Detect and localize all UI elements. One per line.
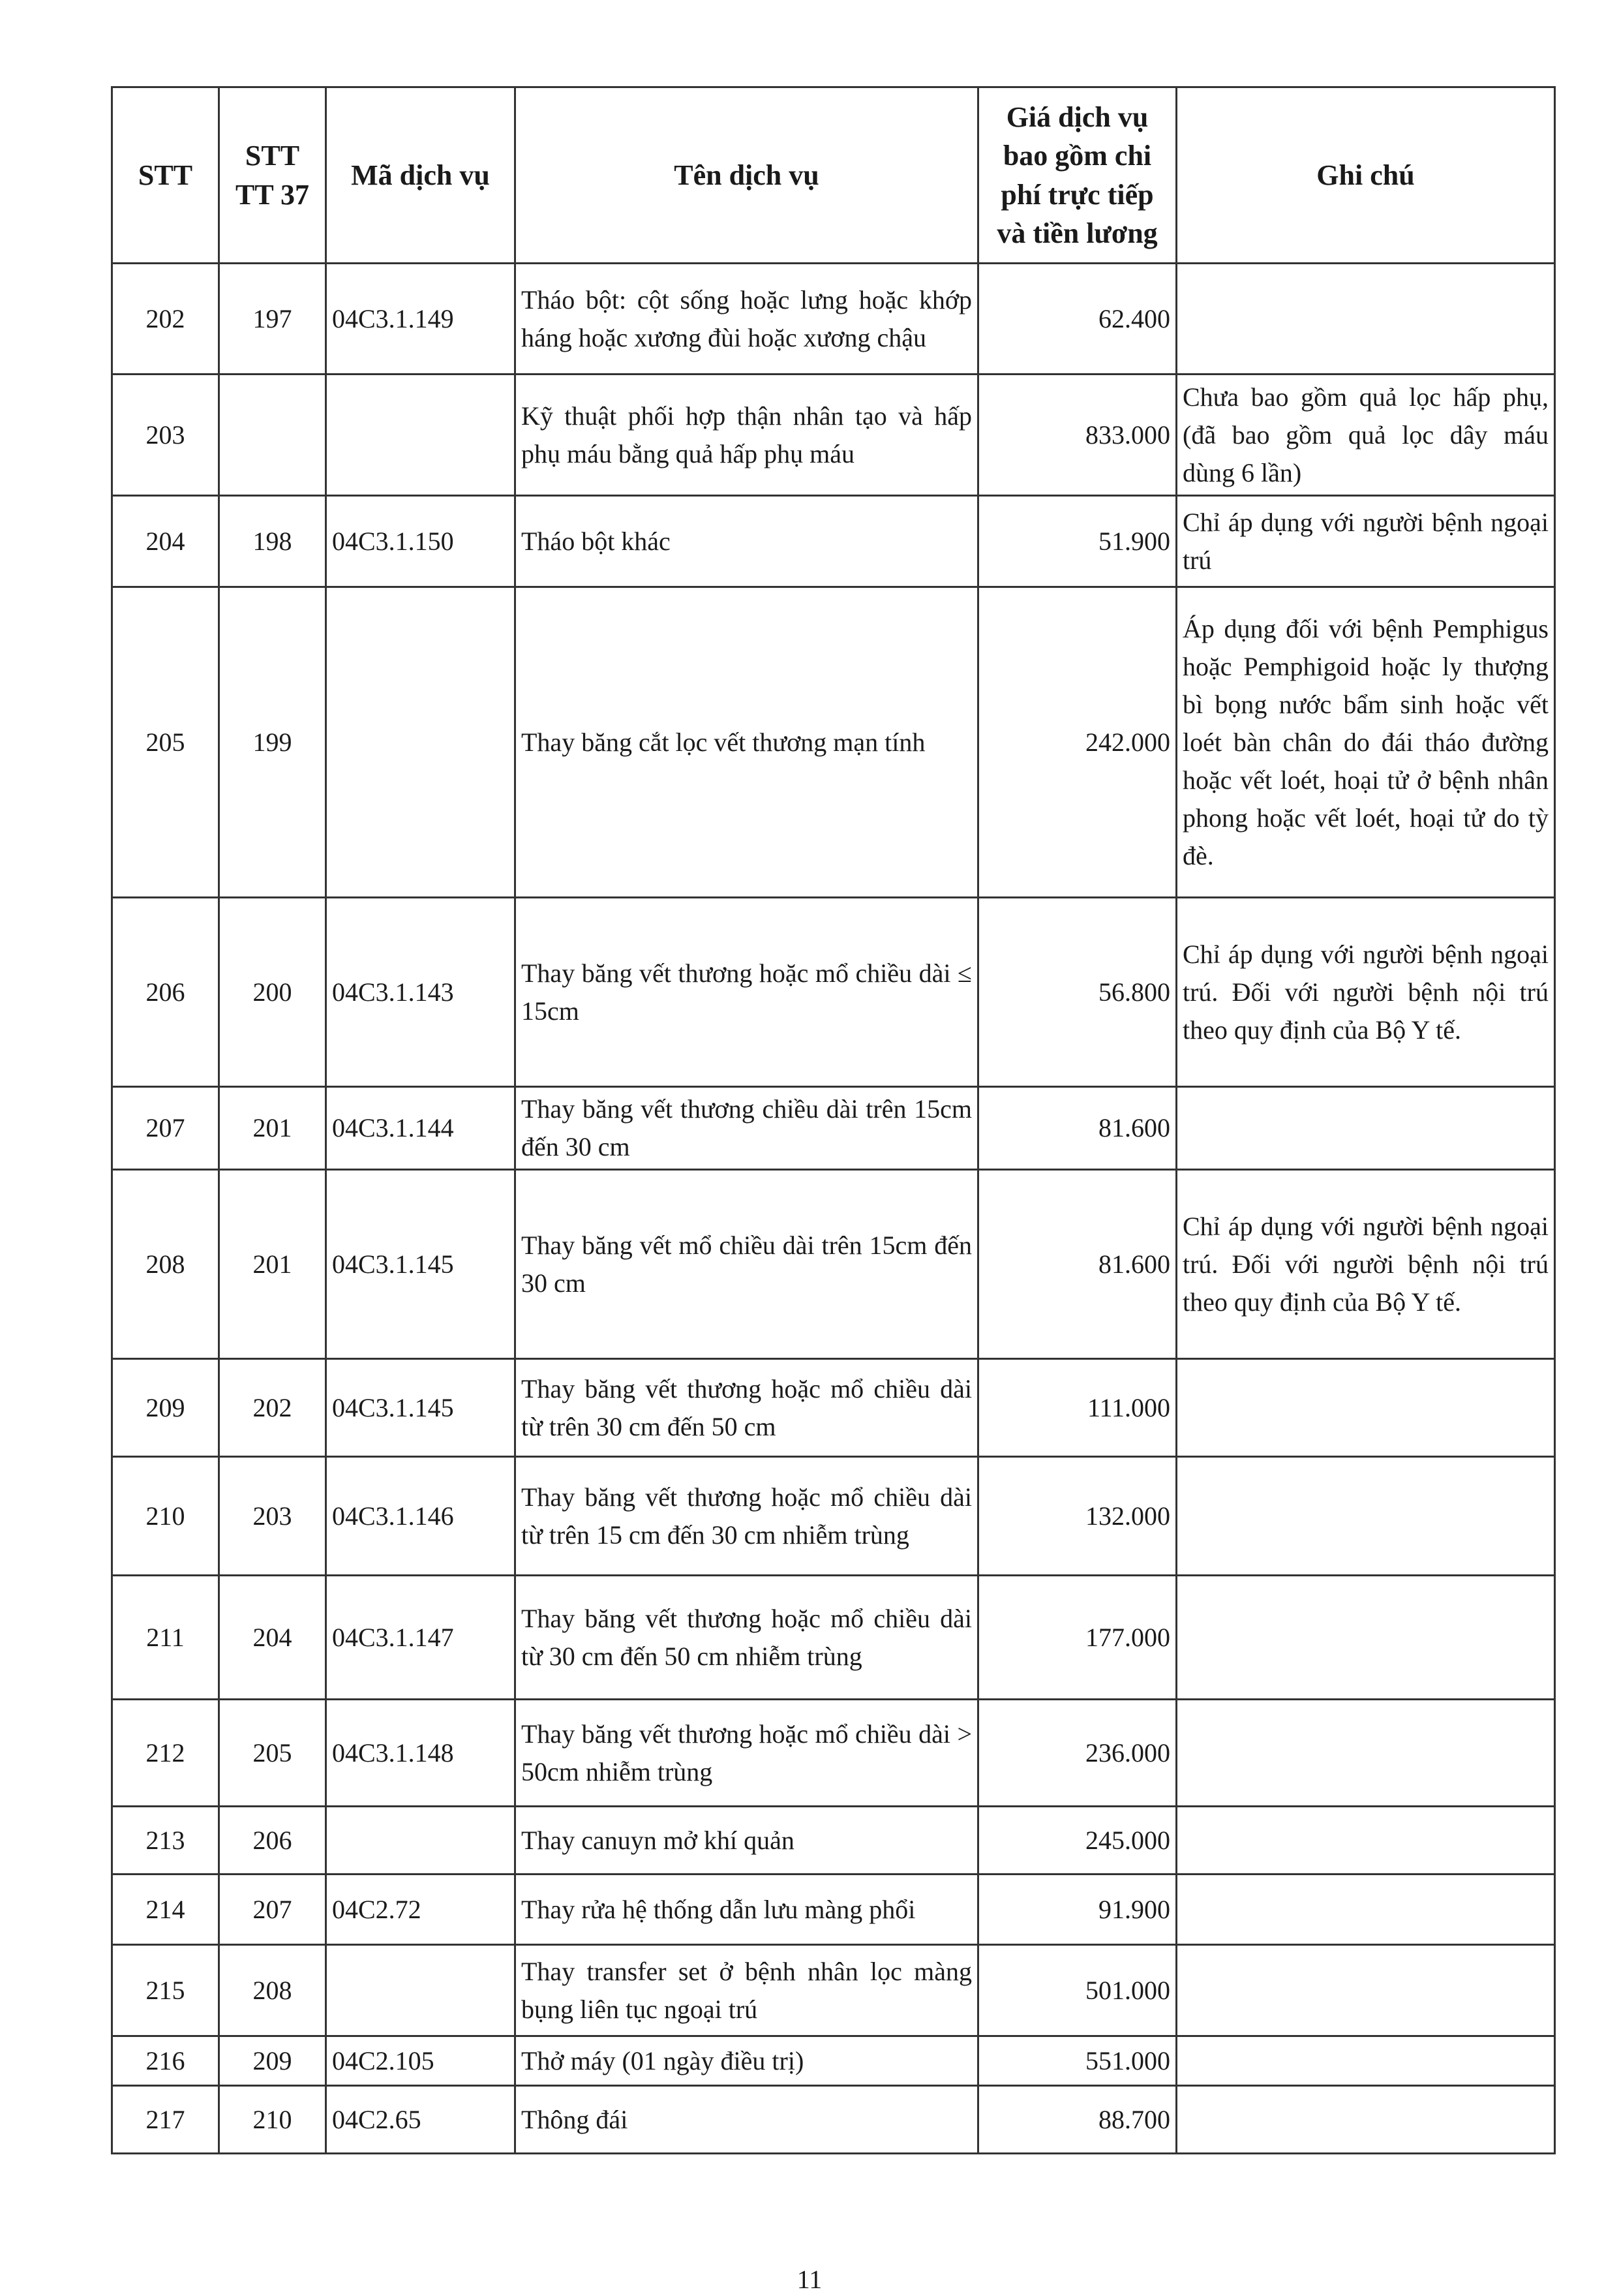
price-table bbox=[111, 86, 1556, 2154]
cell-ghi-chu bbox=[1177, 1087, 1555, 1170]
table-row bbox=[112, 1576, 1555, 1700]
cell-stt: 214 bbox=[112, 1875, 219, 1945]
cell-ten: Thay băng vết thương hoặc mổ chiều dài từ trên 15 cm đến 30 cm nhiễm trùng bbox=[515, 1457, 978, 1576]
cell-stt-tt37: 197 bbox=[219, 264, 326, 375]
table-header-row bbox=[112, 87, 1555, 264]
cell-gia: 88.700 bbox=[978, 2086, 1177, 2154]
header-stt-tt37: STT TT 37 bbox=[219, 87, 326, 264]
table-row bbox=[112, 898, 1555, 1087]
cell-stt: 204 bbox=[112, 496, 219, 587]
cell-gia: 551.000 bbox=[978, 2036, 1177, 2086]
cell-stt: 215 bbox=[112, 1945, 219, 2036]
cell-gia: 56.800 bbox=[978, 898, 1177, 1087]
cell-ma: 04C3.1.145 bbox=[326, 1170, 515, 1359]
table-row bbox=[112, 1700, 1555, 1807]
cell-stt-tt37: 202 bbox=[219, 1359, 326, 1457]
cell-ghi-chu bbox=[1177, 1875, 1555, 1945]
cell-ma bbox=[326, 587, 515, 898]
cell-gia: 91.900 bbox=[978, 1875, 1177, 1945]
header-ghi-chu: Ghi chú bbox=[1177, 87, 1555, 264]
cell-ma: 04C2.105 bbox=[326, 2036, 515, 2086]
table-row bbox=[112, 496, 1555, 587]
cell-stt-tt37: 207 bbox=[219, 1875, 326, 1945]
cell-stt-tt37: 206 bbox=[219, 1807, 326, 1875]
table-row bbox=[112, 375, 1555, 496]
cell-ten: Thay băng vết thương hoặc mổ chiều dài từ 30 cm đến 50 cm nhiễm trùng bbox=[515, 1576, 978, 1700]
page-number: 11 bbox=[796, 2265, 823, 2294]
cell-ten: Tháo bột: cột sống hoặc lưng hoặc khớp háng hoặc xương đùi hoặc xương chậu bbox=[515, 264, 978, 375]
cell-gia: 501.000 bbox=[978, 1945, 1177, 2036]
cell-ten: Tháo bột khác bbox=[515, 496, 978, 587]
cell-ma: 04C3.1.150 bbox=[326, 496, 515, 587]
table-row bbox=[112, 1807, 1555, 1875]
cell-stt: 216 bbox=[112, 2036, 219, 2086]
cell-gia: 81.600 bbox=[978, 1170, 1177, 1359]
cell-stt: 217 bbox=[112, 2086, 219, 2154]
cell-ten: Thông đái bbox=[515, 2086, 978, 2154]
cell-ma: 04C2.72 bbox=[326, 1875, 515, 1945]
table-row bbox=[112, 1875, 1555, 1945]
cell-stt-tt37: 204 bbox=[219, 1576, 326, 1700]
header-gia: Giá dịch vụ bao gồm chi phí trực tiếp và tiền lương bbox=[978, 87, 1177, 264]
cell-ghi-chu bbox=[1177, 1576, 1555, 1700]
cell-ghi-chu bbox=[1177, 1700, 1555, 1807]
cell-ten: Kỹ thuật phối hợp thận nhân tạo và hấp phụ máu bằng quả hấp phụ máu bbox=[515, 375, 978, 496]
table-row bbox=[112, 1087, 1555, 1170]
cell-ma bbox=[326, 375, 515, 496]
cell-ten: Thay băng vết mổ chiều dài trên 15cm đến 30 cm bbox=[515, 1170, 978, 1359]
header-ten-dich-vu: Tên dịch vụ bbox=[515, 87, 978, 264]
cell-stt-tt37: 200 bbox=[219, 898, 326, 1087]
cell-ghi-chu: Chỉ áp dụng với người bệnh ngoại trú. Đối với người bệnh nội trú theo quy định của Bộ Y tế. bbox=[1177, 1170, 1555, 1359]
cell-ghi-chu: Chỉ áp dụng với người bệnh ngoại trú bbox=[1177, 496, 1555, 587]
cell-stt-tt37: 203 bbox=[219, 1457, 326, 1576]
cell-ten: Thở máy (01 ngày điều trị) bbox=[515, 2036, 978, 2086]
table-row bbox=[112, 2036, 1555, 2086]
cell-stt-tt37 bbox=[219, 375, 326, 496]
cell-ghi-chu: Chưa bao gồm quả lọc hấp phụ, (đã bao gồm quả lọc dây máu dùng 6 lần) bbox=[1177, 375, 1555, 496]
cell-stt: 207 bbox=[112, 1087, 219, 1170]
cell-ghi-chu bbox=[1177, 1807, 1555, 1875]
cell-stt-tt37: 210 bbox=[219, 2086, 326, 2154]
table-row bbox=[112, 587, 1555, 898]
cell-stt: 202 bbox=[112, 264, 219, 375]
cell-ten: Thay transfer set ở bệnh nhân lọc màng bụng liên tục ngoại trú bbox=[515, 1945, 978, 2036]
cell-gia: 111.000 bbox=[978, 1359, 1177, 1457]
table-row bbox=[112, 2086, 1555, 2154]
cell-ma: 04C2.65 bbox=[326, 2086, 515, 2154]
cell-ghi-chu bbox=[1177, 2086, 1555, 2154]
cell-ten: Thay băng vết thương hoặc mổ chiều dài > 50cm nhiễm trùng bbox=[515, 1700, 978, 1807]
cell-stt-tt37: 208 bbox=[219, 1945, 326, 2036]
cell-ma: 04C3.1.143 bbox=[326, 898, 515, 1087]
table-row bbox=[112, 264, 1555, 375]
cell-gia: 51.900 bbox=[978, 496, 1177, 587]
cell-stt: 206 bbox=[112, 898, 219, 1087]
cell-stt: 209 bbox=[112, 1359, 219, 1457]
header-ma-dich-vu: Mã dịch vụ bbox=[326, 87, 515, 264]
cell-stt: 212 bbox=[112, 1700, 219, 1807]
cell-ma: 04C3.1.147 bbox=[326, 1576, 515, 1700]
cell-ghi-chu bbox=[1177, 264, 1555, 375]
header-stt: STT bbox=[112, 87, 219, 264]
cell-stt: 213 bbox=[112, 1807, 219, 1875]
cell-ma: 04C3.1.144 bbox=[326, 1087, 515, 1170]
cell-ghi-chu bbox=[1177, 1945, 1555, 2036]
cell-ten: Thay băng vết thương hoặc mổ chiều dài ≤ 15cm bbox=[515, 898, 978, 1087]
cell-ma bbox=[326, 1807, 515, 1875]
cell-ma: 04C3.1.146 bbox=[326, 1457, 515, 1576]
cell-stt-tt37: 198 bbox=[219, 496, 326, 587]
cell-stt: 210 bbox=[112, 1457, 219, 1576]
cell-stt: 203 bbox=[112, 375, 219, 496]
cell-ma: 04C3.1.149 bbox=[326, 264, 515, 375]
cell-ten: Thay canuyn mở khí quản bbox=[515, 1807, 978, 1875]
cell-ma: 04C3.1.148 bbox=[326, 1700, 515, 1807]
cell-stt-tt37: 201 bbox=[219, 1087, 326, 1170]
cell-gia: 81.600 bbox=[978, 1087, 1177, 1170]
cell-ghi-chu bbox=[1177, 1359, 1555, 1457]
cell-stt-tt37: 209 bbox=[219, 2036, 326, 2086]
cell-ghi-chu bbox=[1177, 2036, 1555, 2086]
cell-gia: 242.000 bbox=[978, 587, 1177, 898]
cell-stt-tt37: 199 bbox=[219, 587, 326, 898]
table-row bbox=[112, 1170, 1555, 1359]
cell-gia: 833.000 bbox=[978, 375, 1177, 496]
cell-gia: 62.400 bbox=[978, 264, 1177, 375]
table-row bbox=[112, 1457, 1555, 1576]
cell-ten: Thay băng vết thương hoặc mổ chiều dài từ trên 30 cm đến 50 cm bbox=[515, 1359, 978, 1457]
cell-ghi-chu: Áp dụng đối với bệnh Pemphigus hoặc Pemphigoid hoặc ly thượng bì bọng nước bẩm sinh hoặc vết loét bàn chân do đái tháo đường hoặc vết loét, hoại tử ở bệnh nhân phong hoặc vết loét, hoại tử do tỳ đè. bbox=[1177, 587, 1555, 898]
cell-stt-tt37: 201 bbox=[219, 1170, 326, 1359]
cell-stt-tt37: 205 bbox=[219, 1700, 326, 1807]
cell-stt: 208 bbox=[112, 1170, 219, 1359]
cell-ma: 04C3.1.145 bbox=[326, 1359, 515, 1457]
cell-gia: 236.000 bbox=[978, 1700, 1177, 1807]
table-row bbox=[112, 1945, 1555, 2036]
cell-ten: Thay băng cắt lọc vết thương mạn tính bbox=[515, 587, 978, 898]
cell-ghi-chu: Chỉ áp dụng với người bệnh ngoại trú. Đối với người bệnh nội trú theo quy định của Bộ Y tế. bbox=[1177, 898, 1555, 1087]
cell-gia: 132.000 bbox=[978, 1457, 1177, 1576]
cell-ghi-chu bbox=[1177, 1457, 1555, 1576]
cell-ten: Thay rửa hệ thống dẫn lưu màng phổi bbox=[515, 1875, 978, 1945]
table-row bbox=[112, 1359, 1555, 1457]
cell-stt: 211 bbox=[112, 1576, 219, 1700]
cell-gia: 245.000 bbox=[978, 1807, 1177, 1875]
cell-ten: Thay băng vết thương chiều dài trên 15cm đến 30 cm bbox=[515, 1087, 978, 1170]
cell-stt: 205 bbox=[112, 587, 219, 898]
cell-ma bbox=[326, 1945, 515, 2036]
cell-gia: 177.000 bbox=[978, 1576, 1177, 1700]
